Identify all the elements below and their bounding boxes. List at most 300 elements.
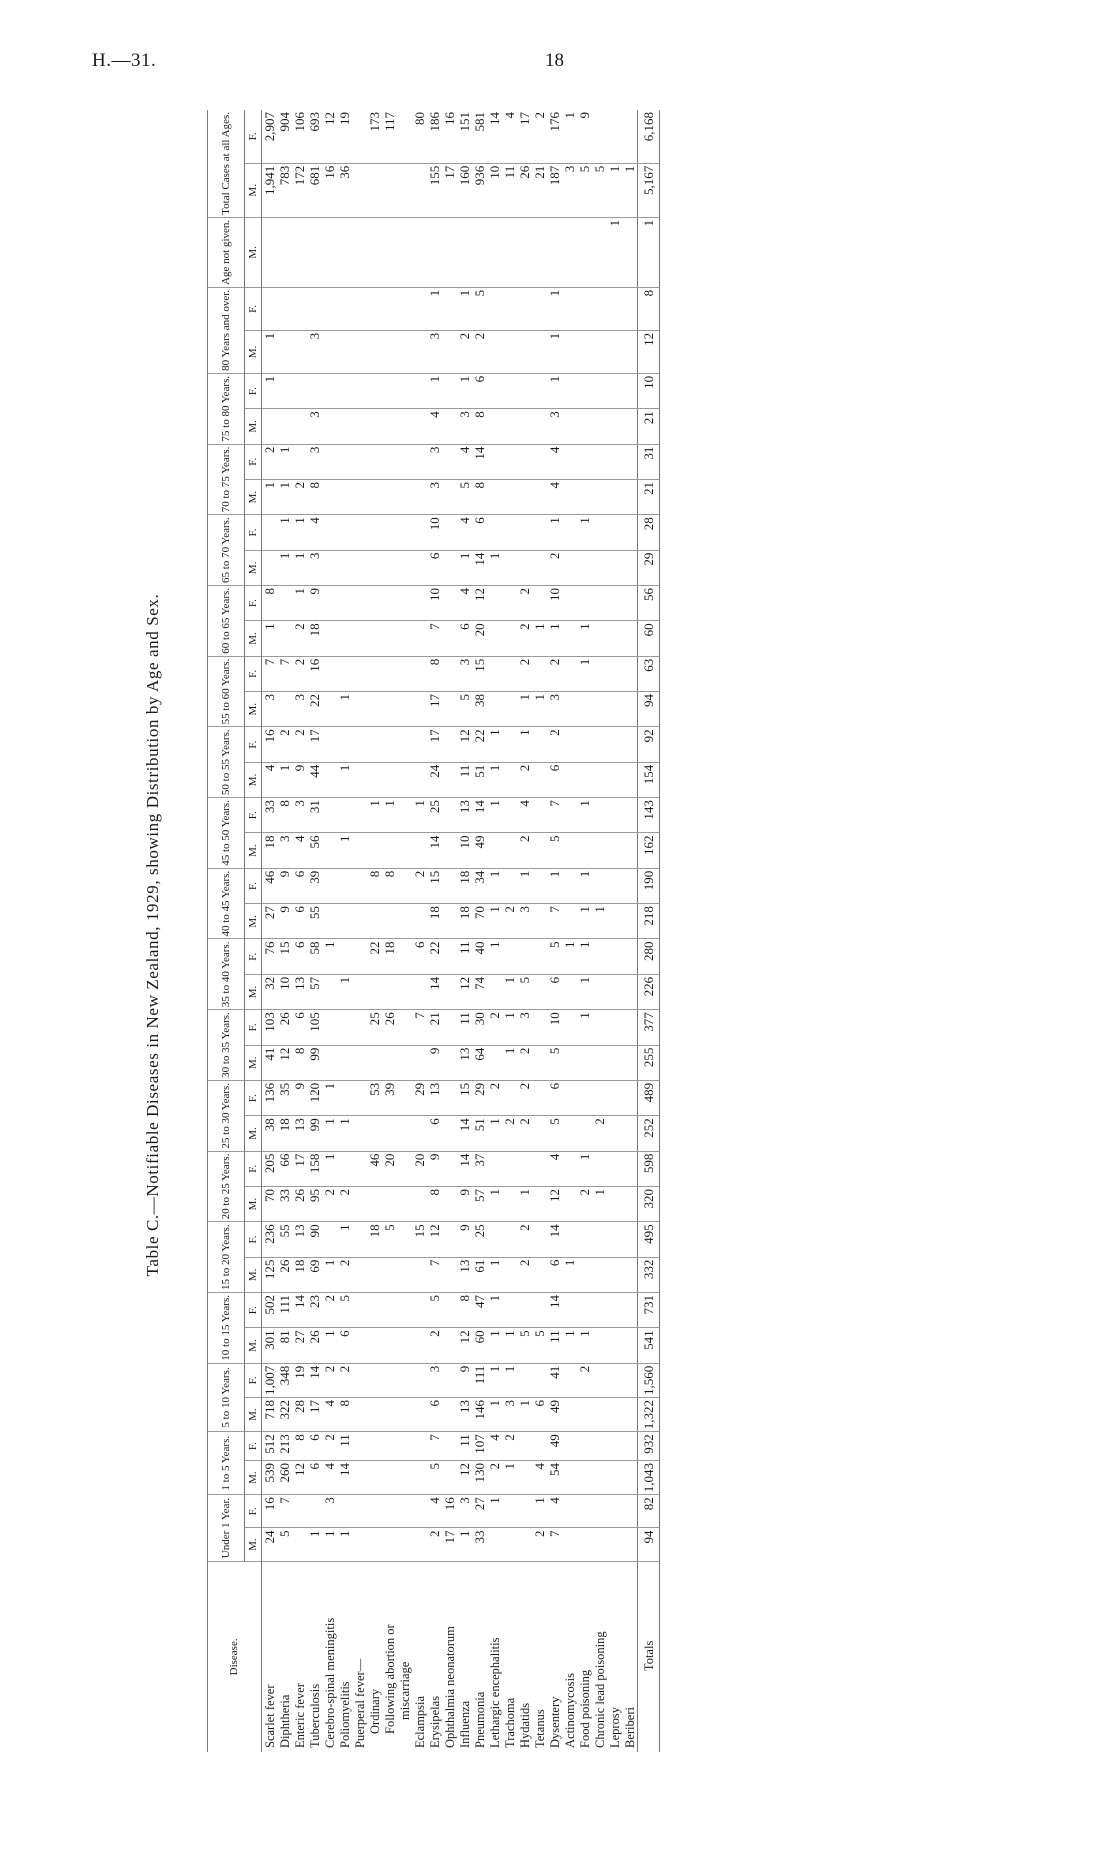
cell-value [412,1432,427,1461]
cell-value [622,550,638,585]
cell-value [622,287,638,330]
cell-value [322,479,337,514]
cell-value [397,1495,412,1528]
cell-value [292,1495,307,1528]
sex-header-female: F. [245,1080,262,1115]
sex-header-male: M. [245,621,262,656]
cell-value: 581 [472,110,487,163]
cell-value: 1 [262,373,278,408]
cell-value [352,373,367,408]
cell-value [532,868,547,903]
cell-value: 16 [262,1495,278,1528]
cell-value [502,621,517,656]
age-group-header: 70 to 75 Years. [208,444,245,515]
cell-value [442,1328,457,1363]
cell-value: 3 [517,1010,532,1045]
cell-value: 1 [277,444,292,479]
cell-value [352,444,367,479]
cell-value: 11 [457,762,472,797]
cell-value [442,1293,457,1328]
cell-value [322,585,337,620]
cell-value: 6 [547,762,562,797]
cell-value [337,217,352,287]
cell-value [577,692,592,727]
cell-value [502,1495,517,1528]
cell-value: 33 [472,1528,487,1561]
cell-value [322,762,337,797]
cell-value [622,1432,638,1461]
age-group-header: 60 to 65 Years. [208,585,245,656]
cell-value: 33 [262,798,278,833]
cell-value [607,515,622,550]
cell-value: 7 [427,1432,442,1461]
cell-value: 1 [502,1363,517,1397]
cell-value: 2 [547,727,562,762]
cell-value: 1 [547,621,562,656]
cell-value [397,550,412,585]
cell-value [412,1363,427,1397]
cell-value [382,1257,397,1292]
cell-value [322,550,337,585]
cell-value: 17 [307,1397,322,1431]
cell-value [322,656,337,691]
cell-value: 1 [592,1186,607,1221]
cell-value [442,656,457,691]
cell-value [277,409,292,444]
cell-value [397,444,412,479]
cell-value: 172 [292,163,307,217]
cell-value: 783 [277,163,292,217]
cell-value [412,1328,427,1363]
cell-value [517,409,532,444]
cell-value [592,1528,607,1561]
cell-value: 2 [292,479,307,514]
cell-value [622,939,638,974]
disease-name: Pneumonia [472,1691,487,1748]
cell-value [307,287,322,330]
cell-value [367,163,382,217]
cell-value: 6 [532,1397,547,1431]
cell-value [607,939,622,974]
cell-value [622,1080,638,1115]
cell-value: 1 [487,1328,502,1363]
cell-value: 1 [487,1257,502,1292]
cell-value [367,1116,382,1151]
cell-value [592,798,607,833]
cell-value [577,1432,592,1461]
cell-value [352,287,367,330]
totals-row [638,110,660,1752]
cell-value [622,1186,638,1221]
cell-value: 3 [277,833,292,868]
cell-value: 51 [472,762,487,797]
sex-header-male: M. [245,1186,262,1221]
cell-value: 22 [367,939,382,974]
cell-value: 186 [427,110,442,163]
age-group-header: 20 to 25 Years. [208,1151,245,1222]
cell-value: 260 [277,1461,292,1495]
cell-value: 111 [277,1293,292,1328]
cell-value [367,833,382,868]
cell-value [397,1116,412,1151]
cell-value [607,1397,622,1431]
cell-value: 12 [457,974,472,1009]
cell-value: 5 [547,1116,562,1151]
cell-value [622,621,638,656]
cell-value: 1 [457,550,472,585]
cell-value: 56 [638,585,660,620]
cell-value: 26 [307,1328,322,1363]
cell-value: 1 [487,1293,502,1328]
cell-value [337,798,352,833]
cell-value: 11 [337,1432,352,1461]
cell-value [607,868,622,903]
cell-value [622,110,638,163]
cell-value [532,1257,547,1292]
cell-value: 15 [472,656,487,691]
cell-value [427,217,442,287]
cell-value [412,833,427,868]
cell-value [517,1363,532,1397]
cell-value: 11 [457,939,472,974]
cell-value [337,287,352,330]
cell-value [622,656,638,691]
cell-value [337,373,352,408]
cell-value: 176 [547,110,562,163]
cell-value [607,1328,622,1363]
cell-value: 18 [457,868,472,903]
cell-value [337,479,352,514]
sex-header-male: M. [245,974,262,1009]
cell-value [382,444,397,479]
cell-value: 1 [638,217,660,287]
cell-value: 1 [337,762,352,797]
cell-value [607,1257,622,1292]
cell-value [397,762,412,797]
sex-header-female: F. [245,798,262,833]
cell-value [352,1080,367,1115]
cell-value: 125 [262,1257,278,1292]
cell-value [397,904,412,939]
cell-value [397,656,412,691]
cell-value: 1 [547,287,562,330]
cell-value: 1 [487,1397,502,1431]
cell-value: 14 [547,1222,562,1257]
cell-value [397,1432,412,1461]
cell-value [622,585,638,620]
cell-value [607,833,622,868]
cell-value [442,727,457,762]
age-group-header: 35 to 40 Years. [208,939,245,1010]
cell-value [397,1186,412,1221]
cell-value [517,515,532,550]
cell-value: 1 [562,1328,577,1363]
age-group-header: 30 to 35 Years. [208,1010,245,1081]
cell-value [607,479,622,514]
cell-value [622,727,638,762]
cell-value: 3 [262,692,278,727]
cell-value: 11 [502,163,517,217]
page-number: 18 [545,50,564,71]
cell-value [532,287,547,330]
cell-value [607,1116,622,1151]
cell-value: 44 [307,762,322,797]
cell-value [592,1432,607,1461]
cell-value [532,727,547,762]
sex-header-female: F. [245,1010,262,1045]
cell-value [352,110,367,163]
cell-value: 5 [592,163,607,217]
cell-value [457,217,472,287]
cell-value [277,692,292,727]
cell-value: 2 [532,110,547,163]
cell-value [577,1293,592,1328]
cell-value [352,1116,367,1151]
cell-value [577,373,592,408]
cell-value: 10 [487,163,502,217]
cell-value: 37 [472,1151,487,1186]
cell-value [367,479,382,514]
cell-value [322,727,337,762]
cell-value [412,1528,427,1561]
cell-value [352,1293,367,1328]
cell-value: 5 [577,163,592,217]
cell-value: 19 [337,110,352,163]
cell-value: 16 [442,1495,457,1528]
cell-value [487,692,502,727]
cell-value [607,656,622,691]
cell-value [502,550,517,585]
cell-value [562,585,577,620]
sex-header-male: M. [245,163,262,217]
cell-value [532,515,547,550]
cell-value: 13 [427,1080,442,1115]
cell-value [322,409,337,444]
table-row [457,110,472,1752]
cell-value: 10 [427,585,442,620]
sex-header-male: M. [245,1045,262,1080]
disease-name: Eclampsia [412,1695,427,1748]
cell-value [442,217,457,287]
cell-value: 14 [337,1461,352,1495]
cell-value [382,656,397,691]
cell-value [397,373,412,408]
cell-value [322,868,337,903]
cell-value [487,1045,502,1080]
cell-value [397,1222,412,1257]
cell-value: 2 [322,1293,337,1328]
cell-value: 252 [638,1116,660,1151]
sex-header-female: F. [245,727,262,762]
cell-value [622,1495,638,1528]
cell-value [337,1010,352,1045]
cell-value [592,1293,607,1328]
cell-value [442,974,457,1009]
cell-value: 1 [622,163,638,217]
cell-value [577,444,592,479]
cell-value: 681 [307,163,322,217]
cell-value [337,1495,352,1528]
cell-value: 146 [472,1397,487,1431]
cell-value [607,1222,622,1257]
cell-value: 2 [517,833,532,868]
cell-value [367,409,382,444]
cell-value [532,974,547,1009]
cell-value [592,110,607,163]
cell-value: 25 [367,1010,382,1045]
cell-value [607,409,622,444]
cell-value [577,727,592,762]
cell-value [622,1116,638,1151]
cell-value [622,479,638,514]
cell-value: 2 [517,656,532,691]
cell-value [337,621,352,656]
cell-value [487,515,502,550]
cell-value: 4 [547,1151,562,1186]
cell-value: 5 [547,939,562,974]
cell-value: 2 [337,1186,352,1221]
cell-value: 38 [262,1116,278,1151]
cell-value: 66 [277,1151,292,1186]
cell-value [322,330,337,373]
table-row [577,110,592,1752]
cell-value: 6 [337,1328,352,1363]
table-row [307,110,322,1752]
cell-value: 4 [322,1461,337,1495]
age-group-header: 40 to 45 Years. [208,868,245,939]
cell-value: 31 [638,444,660,479]
cell-value [577,1528,592,1561]
cell-value [337,330,352,373]
sex-header-male: M. [245,833,262,868]
cell-value: 26 [382,1010,397,1045]
sex-header-female: F. [245,1495,262,1528]
cell-value [352,550,367,585]
cell-value [592,1495,607,1528]
cell-value [487,217,502,287]
cell-value: 4 [457,585,472,620]
cell-value: 56 [307,833,322,868]
cell-value: 5 [427,1461,442,1495]
cell-value: 213 [277,1432,292,1461]
cell-value [412,409,427,444]
cell-value [262,217,278,287]
cell-value [562,904,577,939]
sex-header-male: M. [245,409,262,444]
cell-value [502,585,517,620]
cell-value: 7 [427,1257,442,1292]
cell-value [382,585,397,620]
cell-value [502,515,517,550]
cell-value [367,656,382,691]
cell-value: 8 [472,409,487,444]
cell-value: 57 [472,1186,487,1221]
cell-value: 2,907 [262,110,278,163]
cell-value: 280 [638,939,660,974]
cell-value: 1 [562,939,577,974]
cell-value [367,1045,382,1080]
cell-value: 10 [638,373,660,408]
cell-value [517,479,532,514]
cell-value [577,1045,592,1080]
cell-value [622,868,638,903]
cell-value [412,217,427,287]
table-row [352,110,367,1752]
cell-value [367,330,382,373]
cell-value: 2 [517,1116,532,1151]
cell-value: 936 [472,163,487,217]
cell-value [592,1461,607,1495]
cell-value: 103 [262,1010,278,1045]
cell-value [532,479,547,514]
table-row [607,110,622,1752]
cell-value [562,1432,577,1461]
header-row-sex [245,110,262,1752]
cell-value [382,330,397,373]
cell-value: 12 [457,727,472,762]
cell-value: 35 [277,1080,292,1115]
cell-value [322,974,337,1009]
cell-value [382,621,397,656]
cell-value: 1 [337,833,352,868]
table-body [262,110,660,1752]
cell-value: 1 [457,373,472,408]
cell-value: 17 [307,727,322,762]
cell-value [592,939,607,974]
cell-value: 1 [502,974,517,1009]
cell-value: 29 [412,1080,427,1115]
cell-value [577,550,592,585]
cell-value: 2 [412,868,427,903]
cell-value: 51 [472,1116,487,1151]
cell-value: 111 [472,1363,487,1397]
cell-value: 1 [322,1116,337,1151]
cell-value: 3 [562,163,577,217]
cell-value [367,550,382,585]
cell-value: 6 [292,904,307,939]
disease-name: Actinomycosis [562,1673,577,1748]
cell-value [352,762,367,797]
cell-value: 63 [638,656,660,691]
cell-value [352,833,367,868]
cell-value: 1 [577,904,592,939]
sex-header-female: F. [245,1293,262,1328]
cell-value [562,1222,577,1257]
cell-value: 26 [517,163,532,217]
cell-value: 7 [547,1528,562,1561]
cell-value: 33 [277,1186,292,1221]
cell-value: 1 [592,904,607,939]
cell-value [607,798,622,833]
document-reference: H.—31. [92,50,157,71]
cell-value [367,585,382,620]
cell-value [622,444,638,479]
cell-value [622,330,638,373]
cell-value [607,1151,622,1186]
cell-value [352,798,367,833]
cell-value [577,1495,592,1528]
cell-value [607,330,622,373]
cell-value [322,1222,337,1257]
cell-value: 512 [262,1432,278,1461]
cell-value: 12 [277,1045,292,1080]
cell-value [352,1257,367,1292]
cell-value [532,1151,547,1186]
cell-value [442,330,457,373]
cell-value [532,904,547,939]
cell-value: 82 [638,1495,660,1528]
cell-value: 9 [292,762,307,797]
